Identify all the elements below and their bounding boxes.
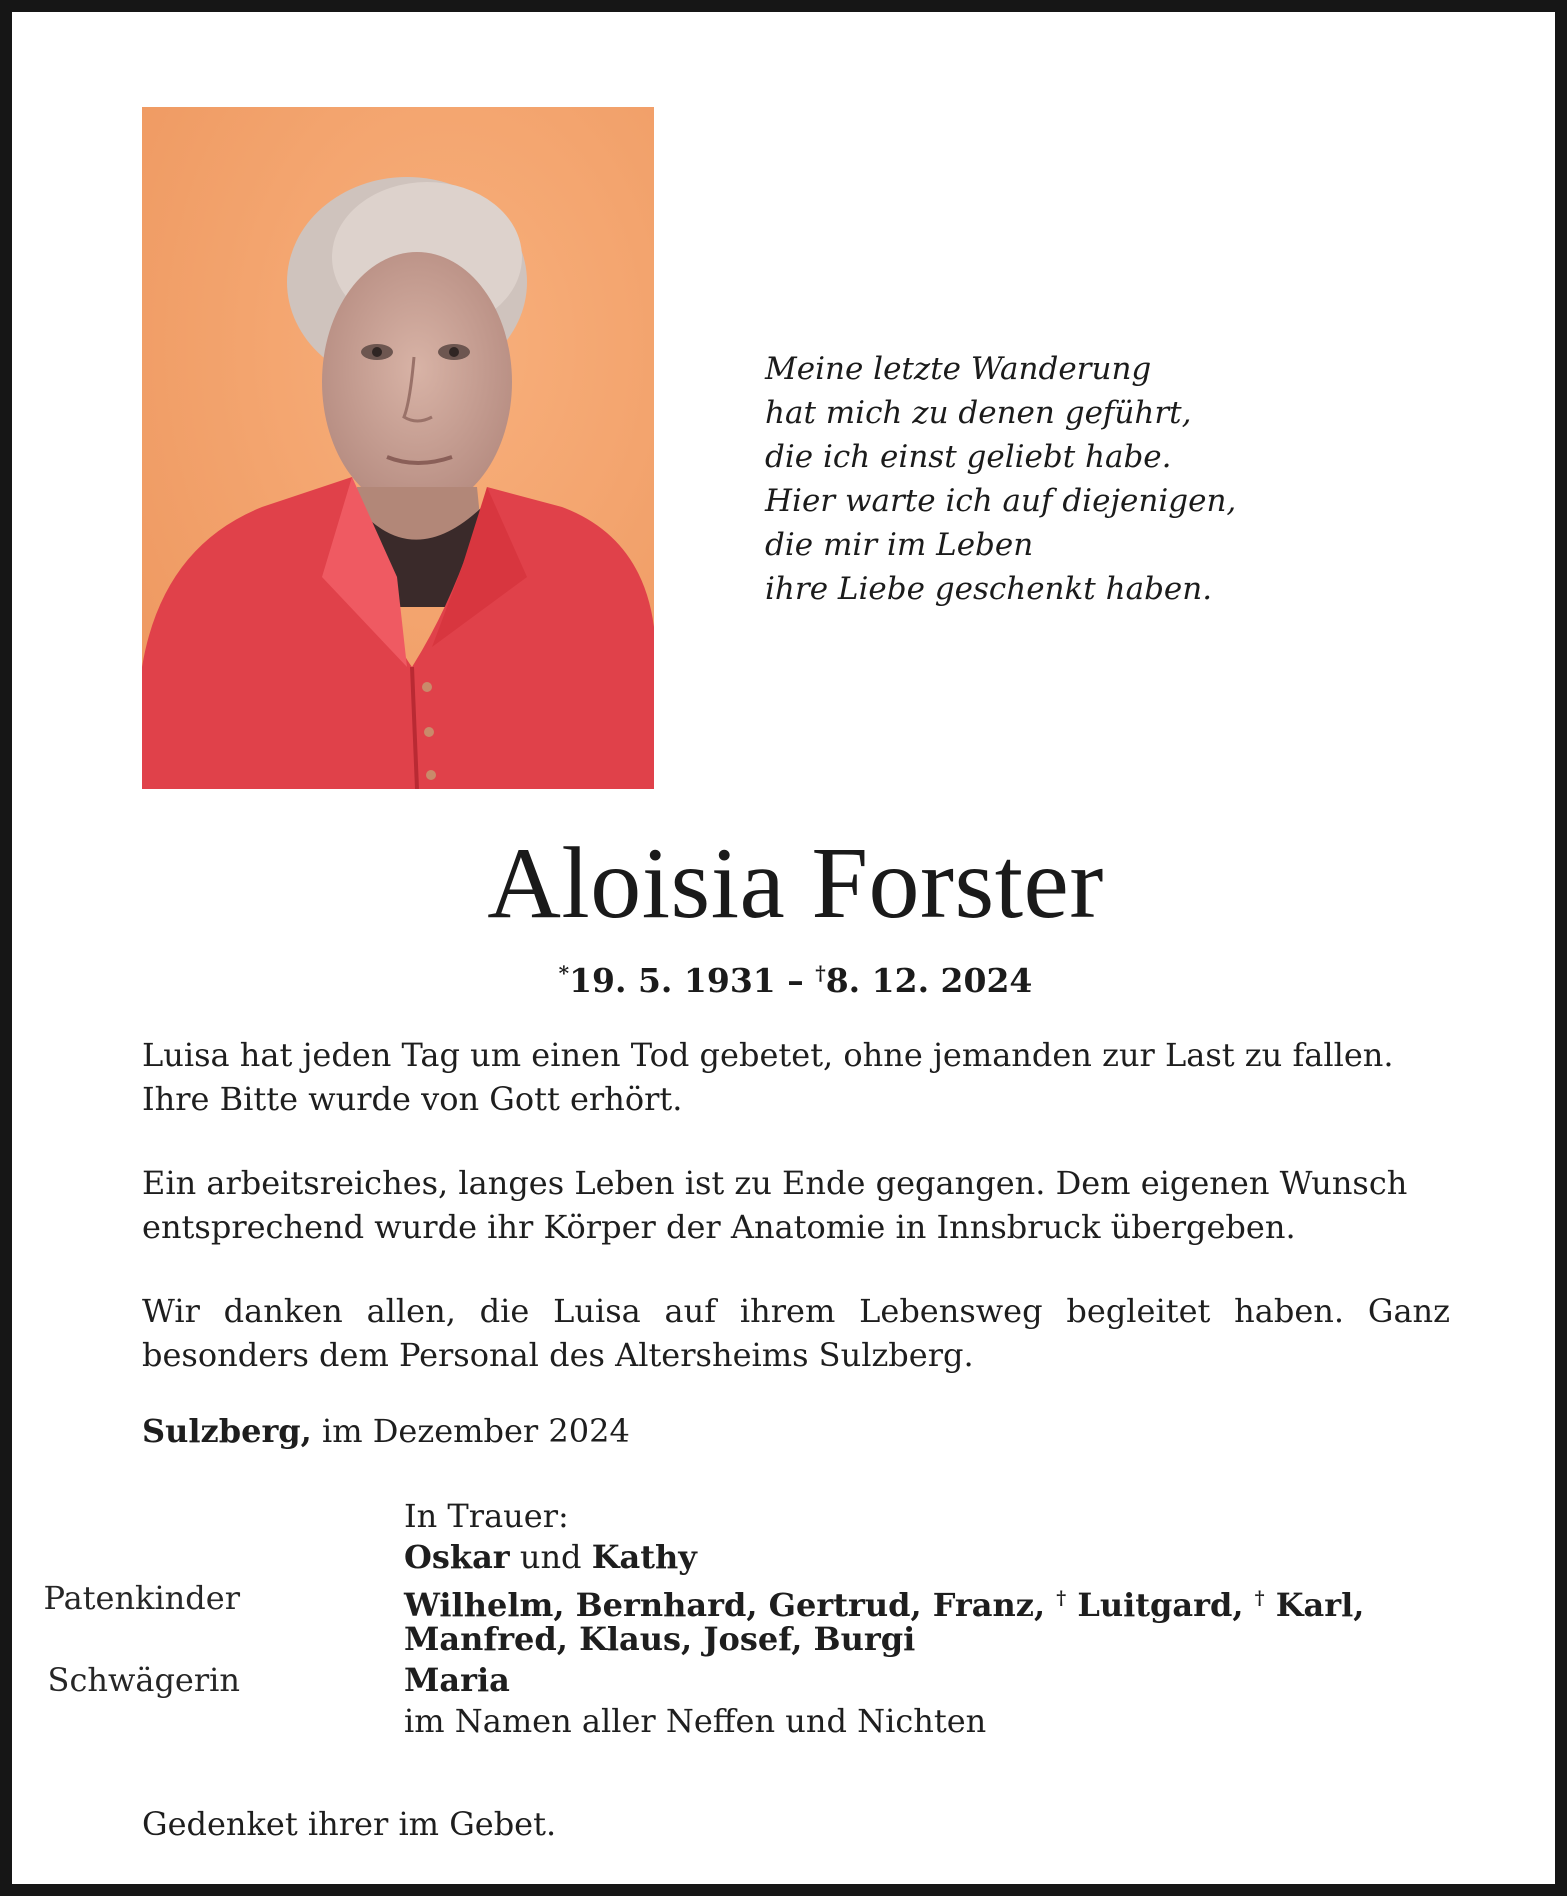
mourners-list: [43, 1496, 1450, 1742]
place: Sulzberg,: [142, 1412, 312, 1450]
patenkinder-row-2: [142, 1619, 1450, 1660]
birth-symbol: *: [558, 961, 570, 985]
death-symbol: †: [815, 961, 826, 985]
mourners-first-row: [142, 1537, 1450, 1578]
birth-date: 19. 5. 1931: [569, 961, 776, 1000]
mourner-conj: und: [509, 1538, 592, 1576]
patenkinder-names-2: Manfred, Klaus, Josef, Burgi: [404, 1620, 916, 1658]
patenkinder-label: Patenkinder: [43, 1579, 240, 1617]
poem: [765, 347, 1325, 611]
patenkinder-names-b: Luitgard,: [1066, 1586, 1255, 1624]
patenkinder-names-c: Karl,: [1264, 1586, 1365, 1624]
poem-line: Meine letzte Wanderung: [765, 351, 1152, 387]
cross-symbol: †: [1254, 1587, 1265, 1609]
life-dates: [12, 950, 1567, 1004]
portrait-photo: [142, 107, 654, 789]
mourners-first: [404, 1537, 697, 1578]
patenkinder-names-a: Wilhelm, Bernhard, Gertrud, Franz,: [404, 1586, 1057, 1624]
paragraph: Ein arbeitsreiches, langes Leben ist zu Ende gegangen. Dem eigenen Wunsch entsprechend wurde ihr Körper der Anatomie in Innsbruck übergeben.: [142, 1164, 1408, 1246]
patenkinder-row: [43, 1578, 1450, 1624]
paragraph: Wir danken allen, die Luisa auf ihrem Lebensweg begleitet haben. Ganz besonders dem Personal des Altersheims Sulzberg.: [142, 1292, 1450, 1374]
date-separator: –: [775, 961, 816, 1000]
mourner-name: Oskar: [404, 1538, 510, 1576]
schwaegerin-label: Schwägerin: [47, 1661, 240, 1699]
place-date-line: [142, 1409, 1450, 1453]
poem-line: Hier warte ich auf diejenigen,: [765, 483, 1237, 519]
poem-line: ihre Liebe geschenkt haben.: [765, 571, 1213, 607]
poem-line: die ich einst geliebt habe.: [765, 439, 1172, 475]
others-row: [142, 1701, 1450, 1742]
mourners-intro: In Trauer:: [404, 1497, 569, 1535]
deceased-name: Aloisia Forster: [487, 827, 1104, 940]
mourner-name: Kathy: [591, 1538, 697, 1576]
poem-line: hat mich zu denen geführt,: [765, 395, 1192, 431]
schwaegerin-row: [47, 1660, 1450, 1701]
paragraph: Luisa hat jeden Tag um einen Tod gebetet, ohne jemanden zur Last zu fallen. Ihre Bitte wurde von Gott erhört.: [142, 1036, 1394, 1118]
place-date: im Dezember 2024: [311, 1412, 630, 1450]
closing-line: Gedenket ihrer im Gebet.: [142, 1805, 557, 1843]
death-date: 8. 12. 2024: [825, 961, 1033, 1000]
mourners-intro-row: [142, 1496, 1450, 1537]
others-text: im Namen aller Neffen und Nichten: [404, 1702, 987, 1740]
poem-line: die mir im Leben: [765, 527, 1034, 563]
schwaegerin-name: Maria: [404, 1661, 510, 1699]
cross-symbol: †: [1056, 1587, 1067, 1609]
